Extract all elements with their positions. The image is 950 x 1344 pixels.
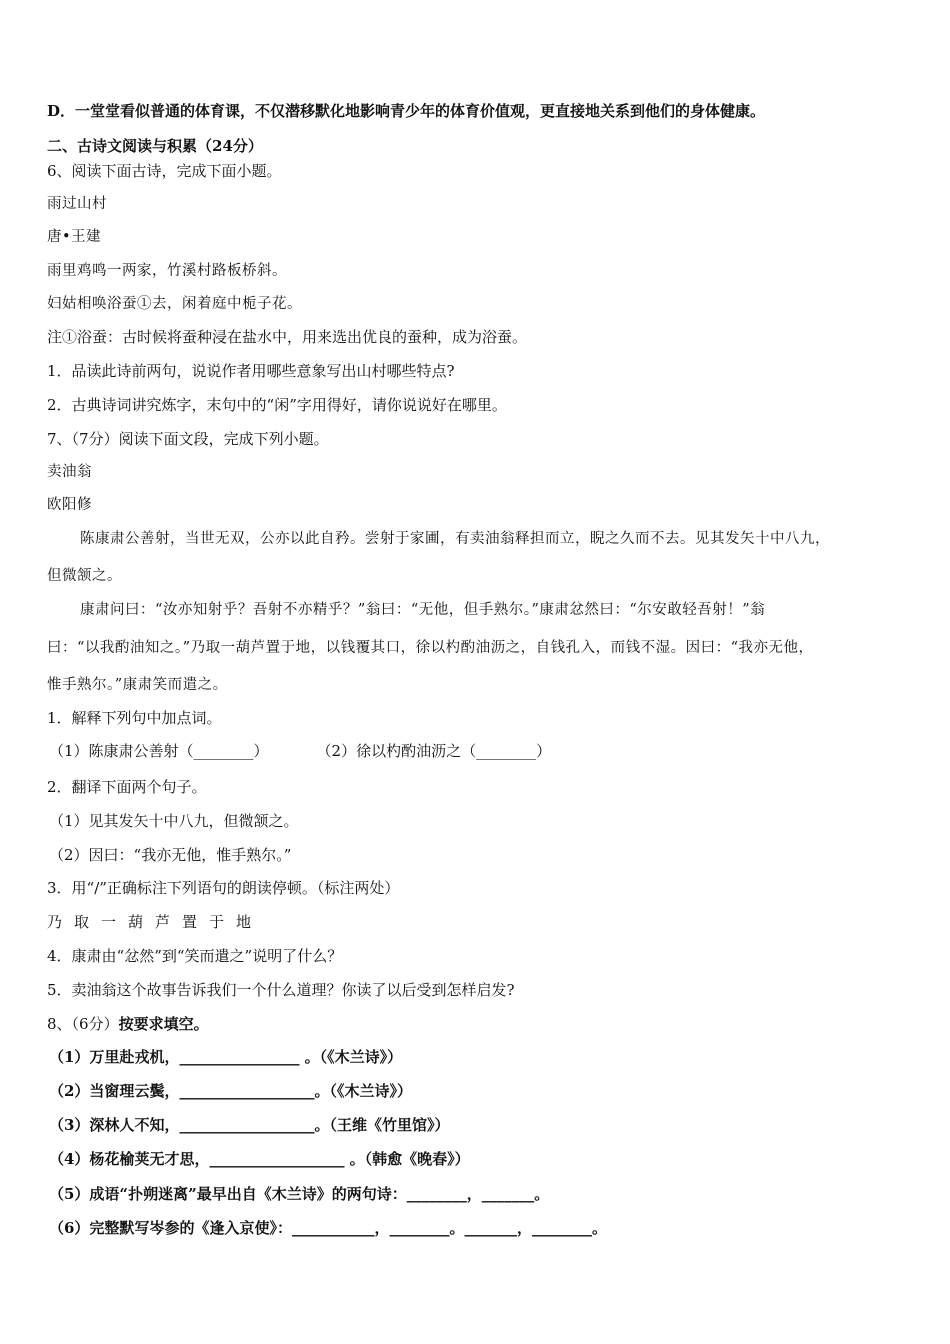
question-8-1: （1）万里赴戎机，________________ 。（《木兰诗》） — [49, 1048, 403, 1066]
paragraph-1-line-1: 陈康肃公善射，当世无双，公亦以此自矜。尝射于家圃，有卖油翁释担而立，睨之久而不去。见其发矢十中八九， — [80, 531, 830, 547]
question-7-1-b: （2）徐以杓酌油沥之（________） — [316, 742, 552, 760]
section-title: 二、古诗文阅读与积累（24分） — [47, 137, 263, 155]
question-7-3-text: 乃取一葫芦置于地 — [47, 913, 264, 931]
paragraph-1-line-2: 但微颔之。 — [47, 568, 122, 584]
poem-note: 注①浴蚕：古时候将蚕种浸在盐水中，用来选出优良的蚕种，成为浴蚕。 — [47, 328, 528, 346]
question-7-1-items — [49, 741, 551, 761]
question-7-1-a: （1）陈康肃公善射（________） — [49, 742, 269, 760]
question-6-2: 2．古典诗词讲究炼字，末句中的“闲”字用得好，请你说说好在哪里。 — [47, 396, 507, 414]
question-7-2-a: （1）见其发矢十中八九，但微颔之。 — [49, 812, 299, 830]
text-author: 欧阳修 — [47, 497, 92, 513]
question-7-5: 5．卖油翁这个故事告诉我们一个什么道理？你读了以后受到怎样启发? — [47, 981, 515, 999]
poem-line-2: 妇姑相唤浴蚕①去，闲着庭中栀子花。 — [47, 296, 302, 312]
text-title: 卖油翁 — [47, 464, 92, 480]
question-8-2: （2）当窗理云鬓，__________________。（《木兰诗》） — [49, 1082, 412, 1100]
paragraph-2-line-1: 康肃问曰：“汝亦知射乎？吾射不亦精乎？”翁曰：“无他，但手熟尔。”康肃忿然曰：“尔安敢轻吾射！”翁 — [80, 602, 766, 618]
question-8-intro — [47, 1014, 209, 1034]
question-8-4: （4）杨花榆荚无才思，__________________ 。（韩愈《晚春》） — [49, 1150, 470, 1168]
poem-author: 唐•王建 — [47, 229, 102, 245]
poem-title: 雨过山村 — [47, 196, 107, 212]
question-7-3: 3．用“/”正确标注下列语句的朗读停顿。（标注两处） — [47, 879, 400, 897]
poem-line-1: 雨里鸡鸣一两家，竹溪村路板桥斜。 — [47, 263, 287, 279]
paragraph-2-line-2: 曰：“以我酌油知之。”乃取一葫芦置于地，以钱覆其口，徐以杓酌油沥之，自钱孔入，而钱不湿。因曰：“我亦无他， — [47, 640, 814, 656]
question-7-4: 4．康肃由“忿然”到“笑而遣之”说明了什么？ — [47, 947, 343, 965]
option-d: D．一堂堂看似普通的体育课，不仅潜移默化地影响青少年的体育价值观，更直接地关系到他们的身体健康。 — [47, 102, 766, 120]
question-8-6: （6）完整默写岑参的《逢入京使》：___________，________。_______，________。 — [49, 1219, 607, 1237]
question-6-intro: 6、阅读下面古诗，完成下面小题。 — [47, 162, 282, 180]
question-7-2-b: （2）因曰：“我亦无他，惟手熟尔。” — [49, 846, 292, 864]
question-7-2: 2．翻译下面两个句子。 — [47, 778, 207, 796]
question-7-1: 1．解释下列句中加点词。 — [47, 709, 222, 727]
question-8-title: 按要求填空。 — [118, 1015, 209, 1033]
paragraph-2-line-3: 惟手熟尔。”康肃笑而遣之。 — [47, 677, 228, 693]
question-7-intro: 7、（7分）阅读下面文段，完成下列小题。 — [47, 430, 329, 448]
question-6-1: 1．品读此诗前两句，说说作者用哪些意象写出山村哪些特点? — [47, 362, 455, 380]
question-8-5: （5）成语“扑朔迷离”最早出自《木兰诗》的两句诗：________，_______。 — [49, 1185, 550, 1203]
question-8-3: （3）深林人不知，__________________。（王维《竹里馆》） — [49, 1116, 450, 1134]
question-8-number: 8、（6分） — [47, 1015, 119, 1033]
